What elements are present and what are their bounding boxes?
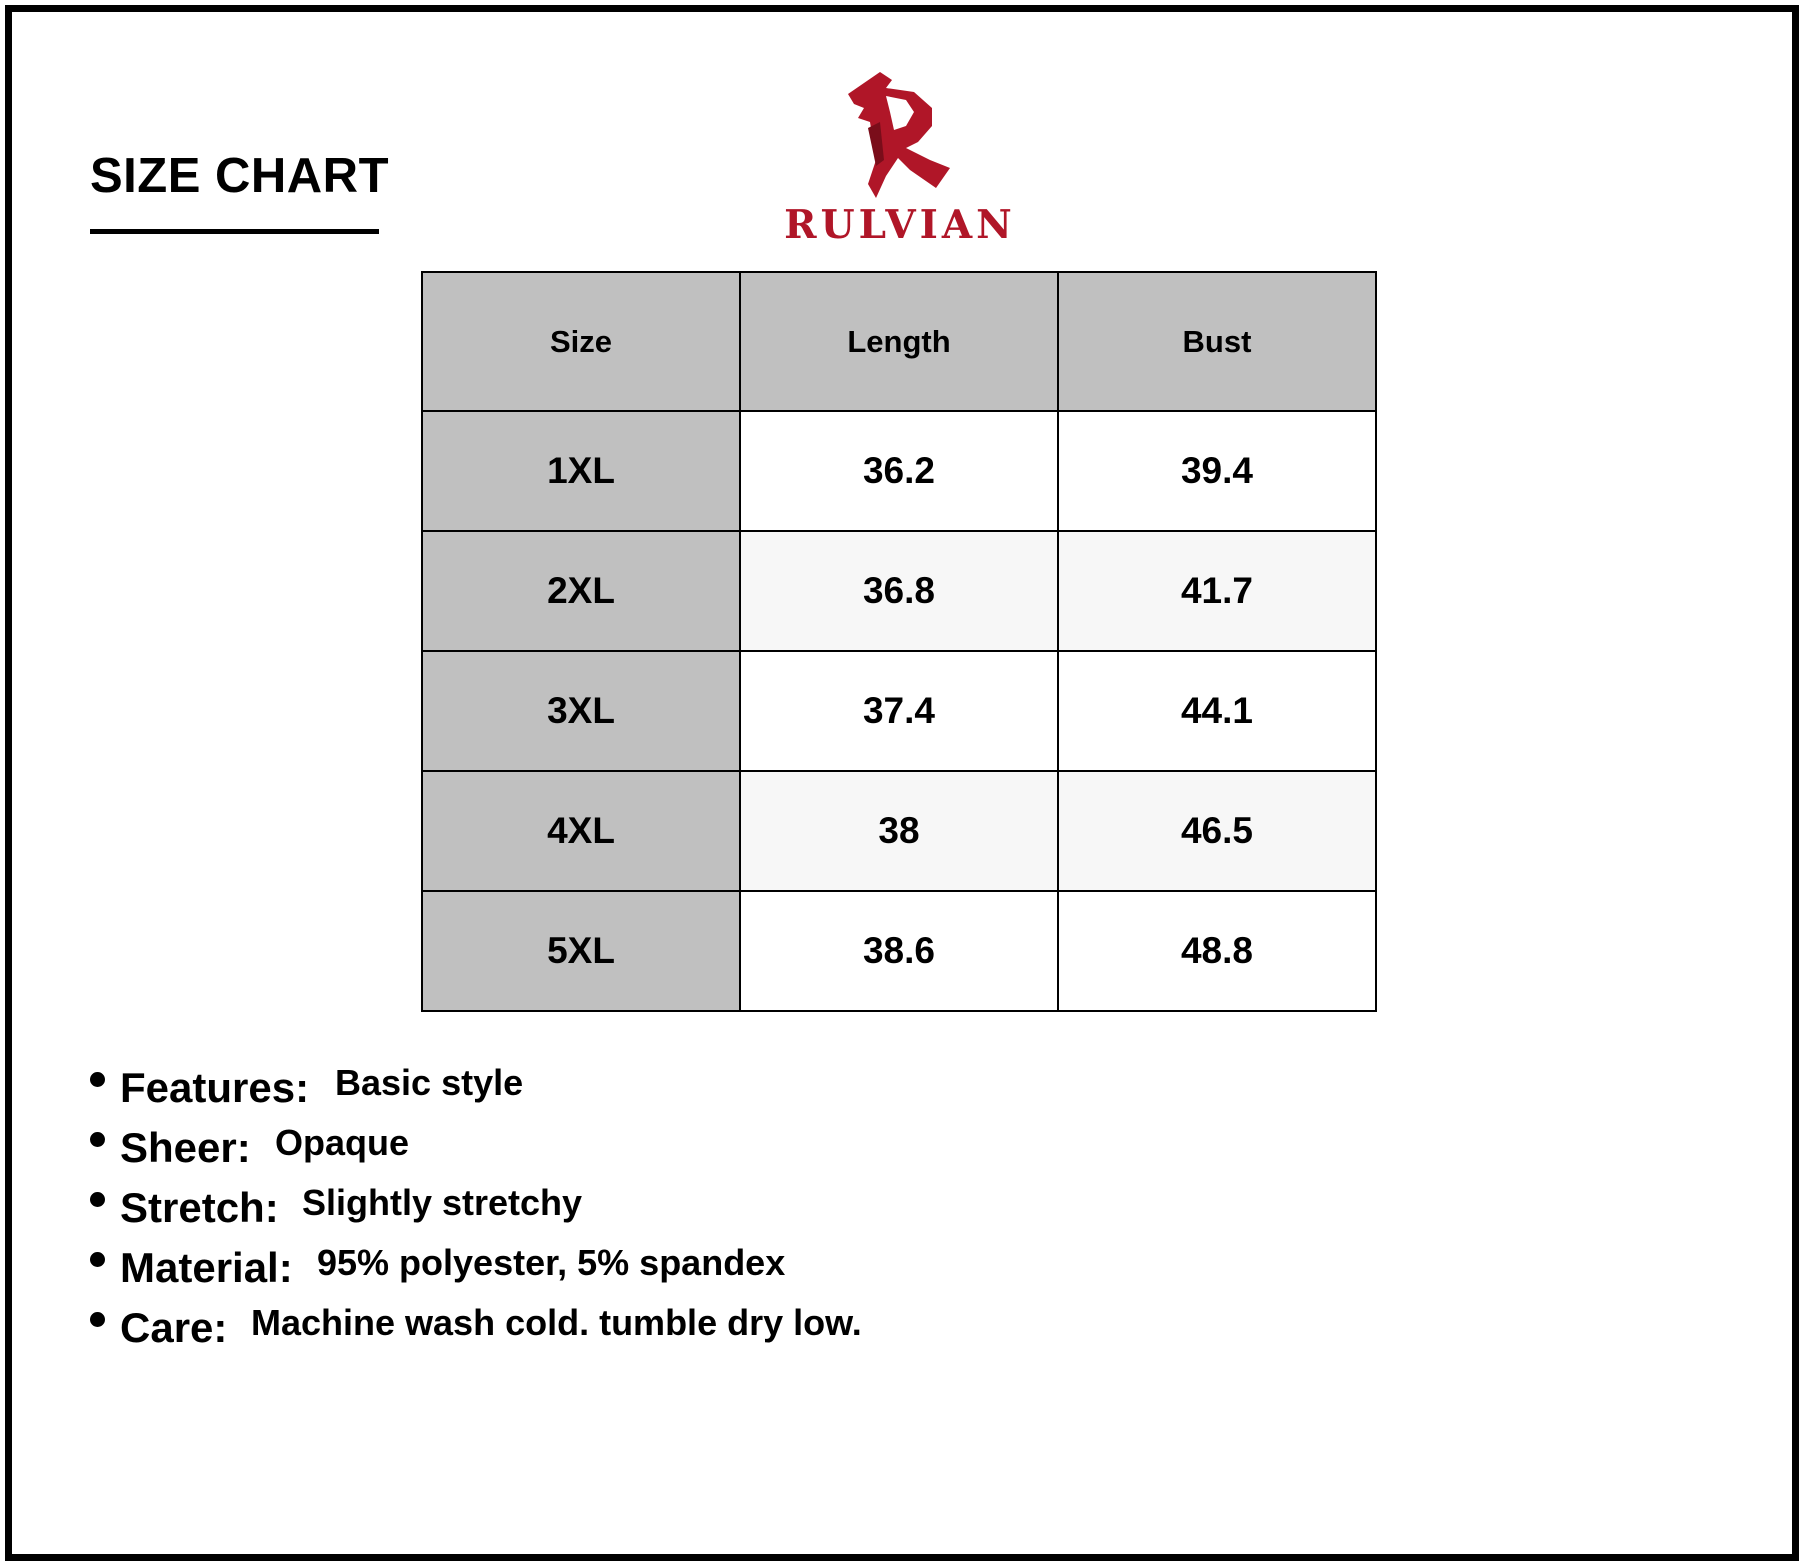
feature-label: Sheer: (120, 1124, 251, 1171)
size-cell: 4XL (422, 771, 740, 891)
bust-cell: 46.5 (1058, 771, 1376, 891)
title-underline (90, 229, 379, 234)
brand-logo (780, 60, 1020, 250)
table-header-row (422, 272, 1376, 411)
table-row (422, 891, 1376, 1011)
feature-label: Care: (120, 1304, 228, 1351)
size-cell: 1XL (422, 411, 740, 531)
length-cell: 37.4 (740, 651, 1058, 771)
feature-value: Slightly stretchy (302, 1182, 583, 1223)
bust-cell: 41.7 (1058, 531, 1376, 651)
bullet-icon (90, 1312, 105, 1327)
bullet-icon (90, 1252, 105, 1267)
brand-r-mark-icon (840, 64, 960, 200)
feature-label: Stretch: (120, 1184, 279, 1231)
feature-value: Basic style (335, 1062, 524, 1103)
length-cell: 38.6 (740, 891, 1058, 1011)
page-title: SIZE CHART (90, 149, 389, 203)
feature-value: Opaque (275, 1122, 410, 1163)
length-cell: 38 (740, 771, 1058, 891)
header-bust: Bust (1058, 272, 1376, 411)
length-cell: 36.2 (740, 411, 1058, 531)
table-row (422, 411, 1376, 531)
bust-cell: 44.1 (1058, 651, 1376, 771)
feature-value: 95% polyester, 5% spandex (317, 1242, 786, 1283)
size-table (421, 271, 1377, 1012)
bullet-icon (90, 1072, 105, 1087)
bullet-icon (90, 1132, 105, 1147)
header-size: Size (422, 272, 740, 411)
feature-label: Features: (120, 1064, 310, 1111)
bust-cell: 39.4 (1058, 411, 1376, 531)
length-cell: 36.8 (740, 531, 1058, 651)
size-cell: 3XL (422, 651, 740, 771)
bullet-icon (90, 1192, 105, 1207)
feature-label: Material: (120, 1244, 293, 1291)
table-row (422, 771, 1376, 891)
feature-value: Machine wash cold. tumble dry low. (251, 1302, 862, 1343)
table-row (422, 651, 1376, 771)
header-length: Length (740, 272, 1058, 411)
table-row (422, 531, 1376, 651)
size-cell: 2XL (422, 531, 740, 651)
size-cell: 5XL (422, 891, 740, 1011)
bust-cell: 48.8 (1058, 891, 1376, 1011)
brand-wordmark: RULVIAN (784, 202, 1016, 248)
